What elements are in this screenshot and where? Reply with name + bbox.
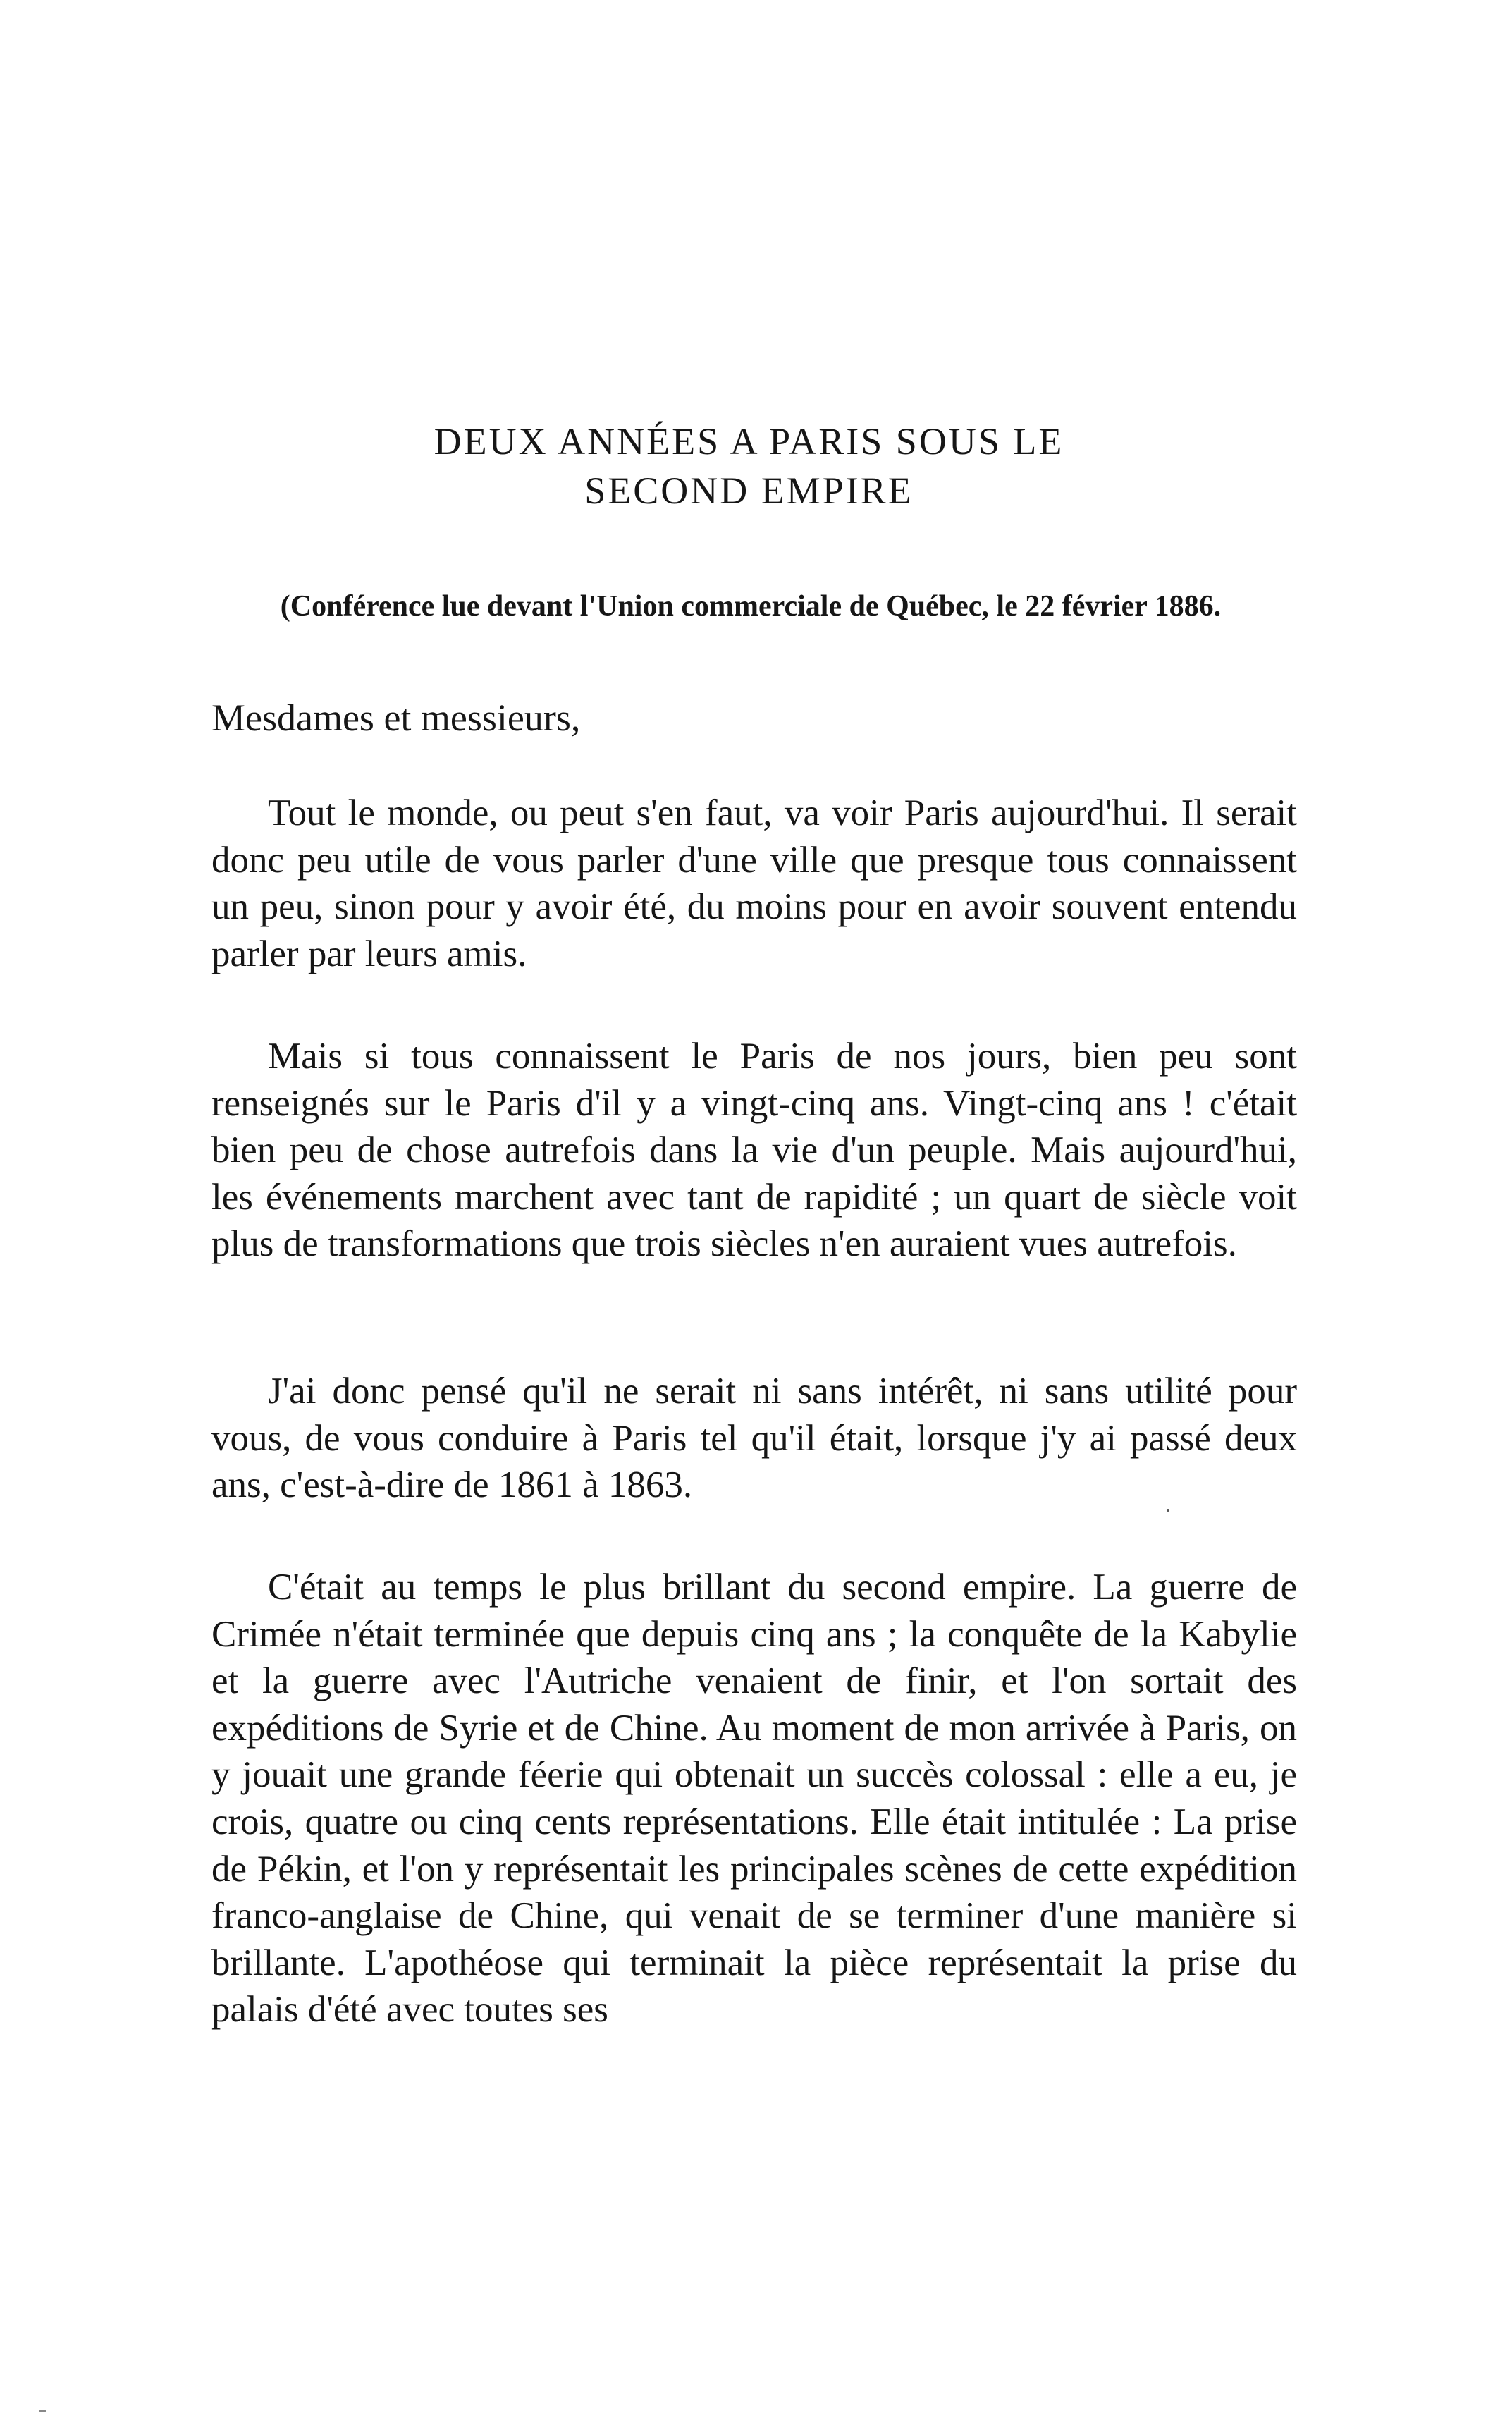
paragraph-4: C'était au temps le plus brillant du second empire. La guerre de Crimée n'était terminée que depuis cinq ans ; la conquête de la Kabylie et la guerre avec l'Autriche venaient de finir, et l'on sortait des expéditions de Syrie et de Chine. Au moment de mon arrivée à Paris, on y jouait une grande féerie qui obtenait un succès colossal : elle a eu, je crois, quatre ou cinq cents représentations. Elle était intitulée : La prise de Pékin, et l'on y représentait les principales scènes de cette expédition franco-anglaise de Chine, qui venait de se terminer d'une manière si brillante. L'apothéose qui terminait la pièce représentait la prise du palais d'été avec toutes ses <box>211 1567 1297 2031</box>
page-edge-mark <box>39 2410 46 2412</box>
title-line-1: DEUX ANNÉES A PARIS SOUS LE <box>434 420 1064 463</box>
subtitle: (Conférence lue devant l'Union commerciale de Québec, le 22 février 1886. <box>280 590 1222 623</box>
paragraph-2: Mais si tous connaissent le Paris de nos jours, bien peu sont renseignés sur le Paris d'il y a vingt-cinq ans. Vingt-cinq ans ! c'était bien peu de chose autrefois dans la vie d'un peuple. Mais aujourd'hui, les événements marchent avec tant de rapidité ; un quart de siècle voit plus de transformations que trois siècles n'en auraient vues autrefois. <box>211 1036 1297 1265</box>
ink-speck <box>1167 1509 1169 1512</box>
salutation: Mesdames et messieurs, <box>211 697 581 739</box>
paragraph-3: J'ai donc pensé qu'il ne serait ni sans intérêt, ni sans utilité pour vous, de vous conduire à Paris tel qu'il était, lorsque j'y ai passé deux ans, c'est-à-dire de 1861 à 1863. <box>211 1371 1297 1506</box>
title-line-2: SECOND EMPIRE <box>584 470 914 512</box>
paragraph-1: Tout le monde, ou peut s'en faut, va voir Paris aujourd'hui. Il serait donc peu utile de vous parler d'une ville que presque tous connaissent un peu, sinon pour y avoir été, du moins pour en avoir souvent entendu parler par leurs amis. <box>211 792 1297 974</box>
